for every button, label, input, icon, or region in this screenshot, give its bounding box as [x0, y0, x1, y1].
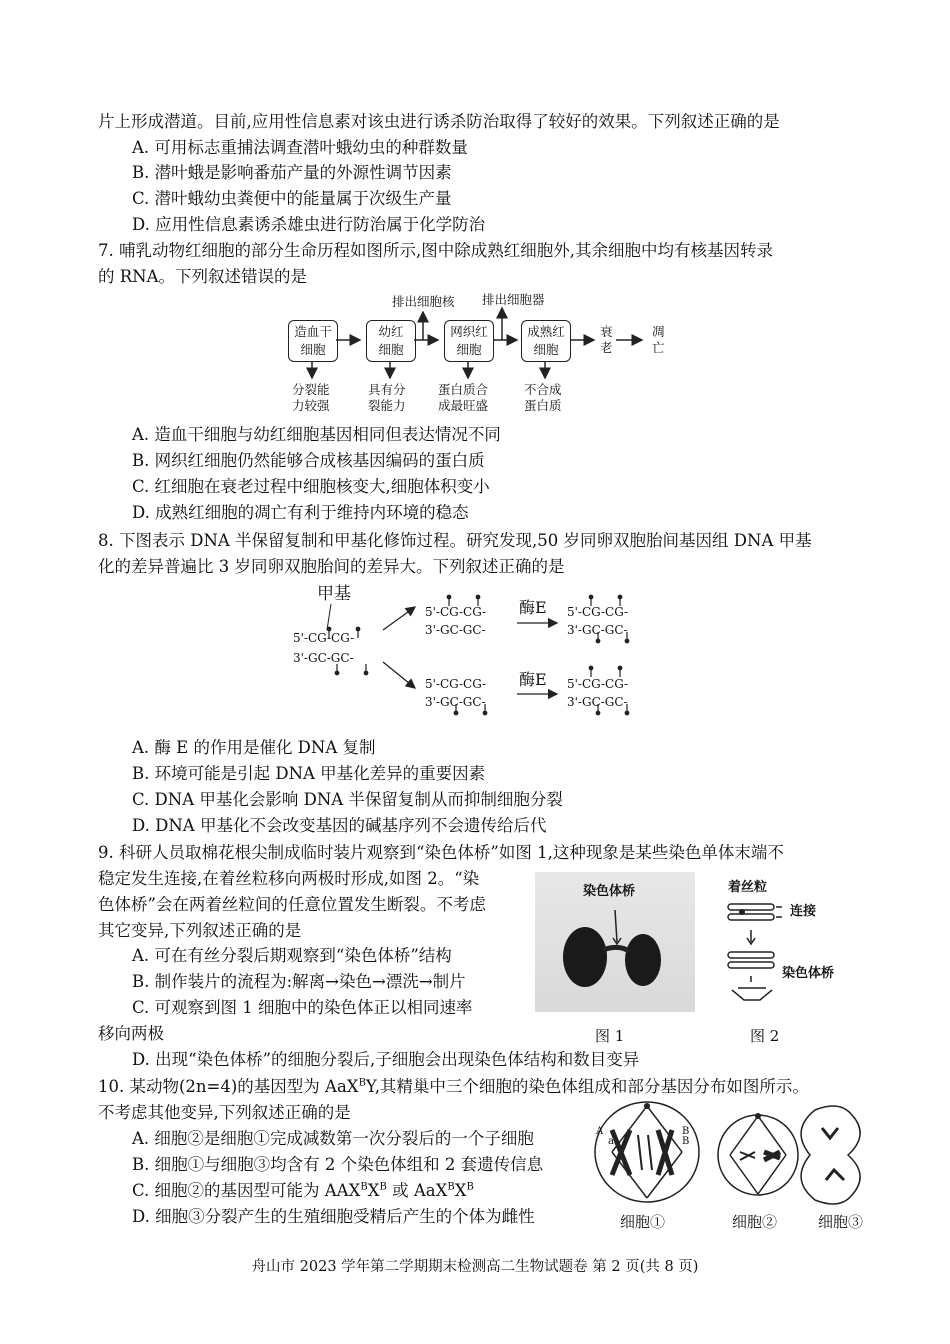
enzyme-e-label-2: 酶E	[519, 670, 547, 689]
q7-stem-line1: 7. 哺乳动物红细胞的部分生命历程如图所示,图中除成熟红细胞外,其余细胞中均有核基因转录	[98, 241, 773, 260]
q7-option-d: D. 成熟红细胞的凋亡有利于维持内环境的稳态	[132, 503, 469, 522]
strand-r2b-top: 5'-CG-CG-	[567, 677, 629, 691]
q9-option-a: A. 可在有丝分裂后期观察到“染色体桥”结构	[132, 946, 452, 965]
q8-option-c: C. DNA 甲基化会影响 DNA 半保留复制从而抑制细胞分裂	[132, 790, 563, 809]
gene-b-1: B	[682, 1126, 690, 1137]
strand-r2b-bottom: 3'-GC-GC-	[567, 695, 628, 709]
q10-option-b: B. 细胞①与细胞③均含有 2 个染色体组和 2 套遗传信息	[132, 1155, 544, 1174]
cell-2-label: 细胞②	[732, 1213, 778, 1231]
strand-r1-bottom: 3'-GC-GC-	[425, 623, 486, 637]
fig2-label-bridge: 染色体桥	[782, 966, 835, 981]
enzyme-e-label-1: 酶E	[519, 598, 547, 617]
q8-option-b: B. 环境可能是引起 DNA 甲基化差异的重要因素	[132, 764, 486, 783]
fig1-caption: 图 1	[595, 1027, 625, 1045]
fig2-diagram	[710, 872, 855, 1012]
q9-option-c: C. 可观察到图 1 细胞中的染色体正以相同速率	[132, 998, 473, 1017]
fig1-micrograph	[535, 872, 695, 1012]
q9-option-b: B. 制作装片的流程为:解离→染色→漂洗→制片	[132, 972, 466, 991]
gene-b-2: B	[682, 1136, 690, 1147]
q6-option-c: C. 潜叶蛾幼虫粪便中的能量属于次级生产量	[132, 189, 452, 208]
q10-option-d: D. 细胞③分裂产生的生殖细胞受精后产生的个体为雌性	[132, 1207, 535, 1226]
q9-option-c-cont: 移向两极	[98, 1024, 164, 1043]
q7-figure	[280, 290, 700, 420]
cell-hematopoietic-stem: 造血干 细胞	[288, 320, 338, 362]
q6-option-b: B. 潜叶蛾是影响番茄产量的外源性调节因素	[132, 163, 452, 182]
label-division-capable: 具有分 裂能力	[368, 382, 406, 413]
q8-stem-line2: 化的差异普遍比 3 岁同卵双胞胎间的差异大。下列叙述正确的是	[98, 557, 565, 576]
q10-option-c: C. 细胞②的基因型可能为 $AAX^BX^B$ 或 $AaX^BX^B$	[132, 1181, 474, 1200]
q9-option-d: D. 出现“染色体桥”的细胞分裂后,子细胞会出现染色体结构和数目变异	[132, 1050, 640, 1069]
cell-erythroblast: 幼红 细胞	[366, 320, 416, 362]
strand-r2-bottom: 3'-GC-GC-	[425, 695, 486, 709]
label-expel-organelles: 排出细胞器	[482, 292, 545, 307]
q10-stem-line1: 10. 某动物(2n=4)的基因型为 AaX$^B$Y,其精巢中三个细胞的染色体组成和部分基因分布如图所示。	[98, 1077, 809, 1096]
q8-figure	[265, 582, 665, 722]
label-death: 凋 亡	[652, 324, 665, 355]
strand-r1b-bottom: 3'-GC-GC-	[567, 623, 628, 637]
q10-figure	[590, 1100, 870, 1240]
label-division-strong: 分裂能 力较强	[292, 382, 330, 413]
q7-option-c: C. 红细胞在衰老过程中细胞核变大,细胞体积变小	[132, 477, 490, 496]
q6-option-d: D. 应用性信息素诱杀雄虫进行防治属于化学防治	[132, 215, 486, 234]
page-footer: 舟山市 2023 学年第二学期期末检测高二生物试题卷 第 2 页(共 8 页)	[251, 1259, 699, 1275]
fig2-caption: 图 2	[750, 1027, 780, 1045]
label-aging: 衰 老	[600, 324, 613, 355]
q10-cells	[590, 1100, 870, 1210]
q7-option-b: B. 网织红细胞仍然能够合成核基因编码的蛋白质	[132, 451, 485, 470]
q6-option-a: A. 可用标志重捕法调查潜叶蛾幼虫的种群数量	[132, 138, 468, 157]
strand-original-top: 5'-CG-CG-	[293, 631, 355, 645]
strand-r1b-top: 5'-CG-CG-	[567, 605, 629, 619]
label-no-protein: 不合成 蛋白质	[524, 382, 562, 413]
q9-stem-line1: 9. 科研人员取棉花根尖制成临时装片观察到“染色体桥”如图 1,这种现象是某些染色单体末端不	[98, 843, 784, 862]
q9-stem-line2: 稳定发生连接,在着丝粒移向两极时形成,如图 2。“染	[98, 869, 480, 888]
q9-stem-line3: 色体桥”会在两着丝粒间的任意位置发生断裂。不考虑	[98, 895, 486, 914]
strand-r1-top: 5'-CG-CG-	[425, 605, 487, 619]
strand-original-bottom: 3'-GC-GC-	[293, 651, 354, 665]
q8-option-d: D. DNA 甲基化不会改变基因的碱基序列不会遗传给后代	[132, 816, 547, 835]
q10-option-a: A. 细胞②是细胞①完成减数第一次分裂后的一个子细胞	[132, 1129, 534, 1148]
cell-3-label: 细胞③	[818, 1213, 864, 1231]
fig2-label-centromere: 着丝粒	[728, 880, 768, 895]
strand-r2-top: 5'-CG-CG-	[425, 677, 487, 691]
gene-a-upper: A	[596, 1126, 604, 1137]
fig2-label-connect: 连接	[790, 904, 817, 919]
cell-reticulocyte: 网织红 细胞	[444, 320, 494, 362]
q8-stem-line1: 8. 下图表示 DNA 半保留复制和甲基化修饰过程。研究发现,50 岁同卵双胞胎间基因组 DNA 甲基	[98, 531, 812, 550]
q8-option-a: A. 酶 E 的作用是催化 DNA 复制	[132, 738, 376, 757]
cell-1-label: 细胞①	[620, 1213, 666, 1231]
q6-stem-end: 片上形成潜道。目前,应用性信息素对该虫进行诱杀防治取得了较好的效果。下列叙述正确的是	[98, 112, 780, 131]
cell-mature-rbc: 成熟红 细胞	[521, 320, 571, 362]
q9-stem-line4: 其它变异,下列叙述正确的是	[98, 921, 302, 940]
gene-a-lower: a	[608, 1136, 614, 1147]
q7-stem-line2: 的 RNA。下列叙述错误的是	[98, 267, 308, 286]
q10-stem-line2: 不考虑其他变异,下列叙述正确的是	[98, 1103, 351, 1122]
label-expel-nucleus: 排出细胞核	[392, 294, 455, 309]
fig1-label-bridge: 染色体桥	[583, 884, 636, 899]
q9-figures	[535, 872, 855, 1047]
label-methyl: 甲基	[317, 584, 351, 604]
q7-option-a: A. 造血干细胞与幼红细胞基因相同但表达情况不同	[132, 425, 501, 444]
label-protein-synthesis: 蛋白质合 成最旺盛	[438, 382, 489, 413]
